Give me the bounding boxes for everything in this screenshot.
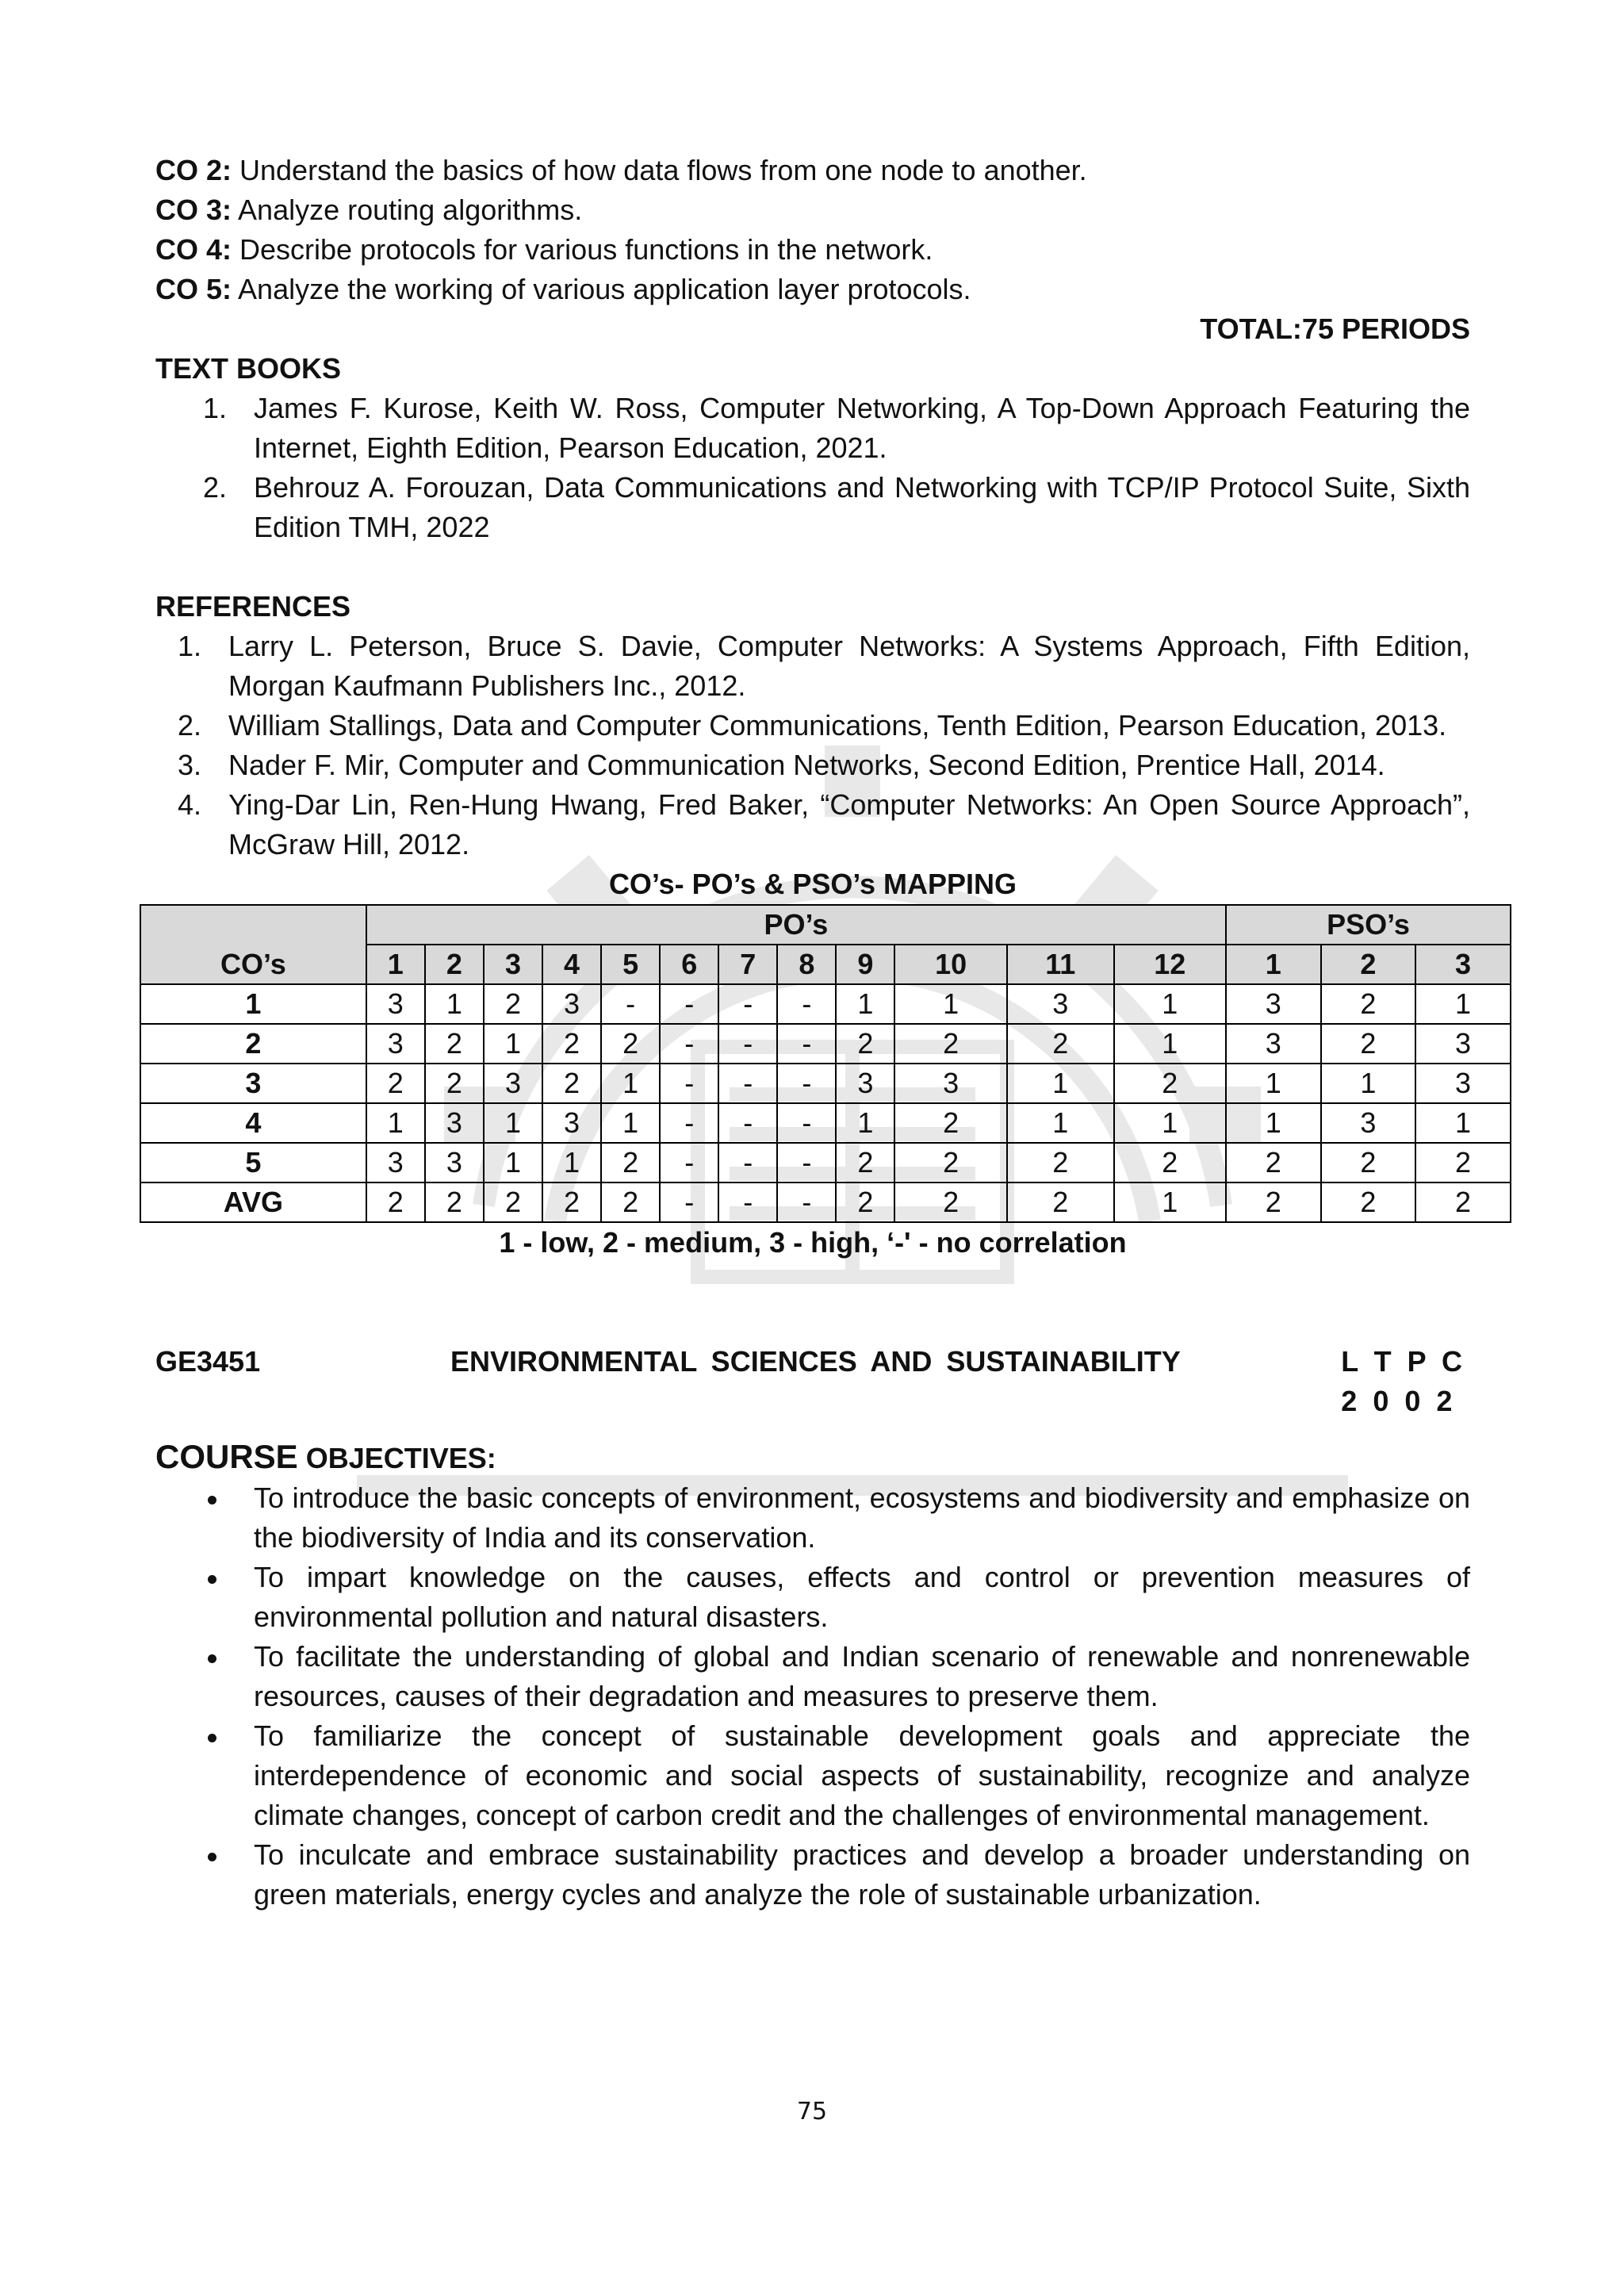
table-cell: 2 <box>542 1024 601 1064</box>
table-cell: 1 <box>601 1064 660 1103</box>
table-cell: 1 <box>366 1103 425 1143</box>
list-item: 1. James F. Kurose, Keith W. Ross, Computer Networking, A Top-Down Approach Featuring the Internet, Eighth Edition, Pearson Education, 2021. <box>203 392 1470 464</box>
table-row <box>140 1103 1511 1143</box>
table-cell: - <box>660 1064 718 1103</box>
po-column-header: 10 <box>894 945 1006 984</box>
table-cell: - <box>777 984 836 1024</box>
table-cell: 1 <box>1415 984 1511 1024</box>
table-cell: 3 <box>366 1024 425 1064</box>
table-cell: - <box>660 1024 718 1064</box>
co-text: Analyze routing algorithms. <box>232 194 583 226</box>
table-cell: - <box>601 984 660 1024</box>
table-cell: - <box>660 1143 718 1182</box>
table-cell: 1 <box>1226 1064 1321 1103</box>
course-objectives-heading: COURSE OBJECTIVES: <box>155 1438 496 1475</box>
co-label: CO 2: <box>155 154 232 186</box>
table-cell: 2 <box>1226 1182 1321 1222</box>
bullet-icon <box>208 1853 216 1861</box>
po-column-header: 3 <box>484 945 542 984</box>
mapping-table-body <box>140 984 1511 1222</box>
table-cell: 2 <box>601 1024 660 1064</box>
table-row <box>140 1024 1511 1064</box>
table-cell: - <box>718 1143 777 1182</box>
table-row <box>140 1064 1511 1103</box>
objective-item: To inculcate and embrace sustainability practices and develop a broader understanding on green materials, energy cycles and analyze the role of sustainable urbanization. <box>155 1835 1470 1915</box>
co-text: Analyze the working of various application layer protocols. <box>232 273 971 305</box>
table-cell: - <box>718 984 777 1024</box>
table-cell: 1 <box>601 1103 660 1143</box>
table-cell: 3 <box>366 984 425 1024</box>
document-page <box>155 151 1470 1915</box>
list-item: 2. Behrouz A. Forouzan, Data Communications and Networking with TCP/IP Protocol Suite, Sixth Edition TMH, 2022 <box>203 471 1470 543</box>
course-outcome-co3 <box>155 190 1470 230</box>
co-row-label: 4 <box>140 1103 366 1143</box>
table-cell: 1 <box>836 984 894 1024</box>
ltpc-values: 2 0 0 2 <box>1341 1385 1453 1417</box>
objective-item: To familiarize the concept of sustainable development goals and appreciate the interdependence of economic and social aspects of sustainability, recognize and analyze climate changes, concept of carbon credit and the challenges of environmental management. <box>155 1716 1470 1835</box>
objective-item: To introduce the basic concepts of environment, ecosystems and biodiversity and emphasize on the biodiversity of India and its conservation. <box>155 1478 1470 1558</box>
table-cell: 3 <box>1415 1064 1511 1103</box>
table-cell: - <box>777 1024 836 1064</box>
pso-column-header: 2 <box>1321 945 1416 984</box>
list-item: 1. Larry L. Peterson, Bruce S. Davie, Computer Networks: A Systems Approach, Fifth Edition, Morgan Kaufmann Publishers Inc., 2012. <box>178 630 1470 702</box>
ltpc-header: L T P C <box>1341 1345 1462 1378</box>
table-row <box>140 1143 1511 1182</box>
table-cell: 2 <box>1415 1143 1511 1182</box>
po-column-header: 2 <box>425 945 484 984</box>
table-cell: 1 <box>1007 1103 1114 1143</box>
po-column-header: 11 <box>1007 945 1114 984</box>
table-cell: 3 <box>425 1103 484 1143</box>
table-cell: 2 <box>894 1103 1006 1143</box>
table-cell: 2 <box>542 1064 601 1103</box>
table-group-header-row <box>140 905 1511 945</box>
list-item: 3. Nader F. Mir, Computer and Communication Networks, Second Edition, Prentice Hall, 2014. <box>178 749 1385 781</box>
table-cell: - <box>777 1143 836 1182</box>
table-cell: 3 <box>894 1064 1006 1103</box>
pso-column-header: 3 <box>1415 945 1511 984</box>
po-column-header: 5 <box>601 945 660 984</box>
co-label: CO 4: <box>155 233 232 266</box>
bullet-icon <box>208 1496 216 1504</box>
cos-header: CO’s <box>140 905 366 984</box>
po-column-header: 6 <box>660 945 718 984</box>
objectives-list <box>155 1478 1470 1915</box>
table-cell: 2 <box>542 1182 601 1222</box>
table-cell: - <box>660 1182 718 1222</box>
po-column-header: 9 <box>836 945 894 984</box>
co-row-label: 5 <box>140 1143 366 1182</box>
bullet-icon <box>208 1734 216 1742</box>
table-cell: 2 <box>484 984 542 1024</box>
table-cell: 3 <box>542 984 601 1024</box>
co-row-label: 1 <box>140 984 366 1024</box>
table-cell: 2 <box>1114 1064 1226 1103</box>
bullet-icon <box>208 1575 216 1584</box>
table-cell: 1 <box>484 1143 542 1182</box>
po-column-header: 1 <box>366 945 425 984</box>
table-cell: 1 <box>542 1143 601 1182</box>
objective-item: To facilitate the understanding of global and Indian scenario of renewable and nonrenewable resources, causes of their degradation and measures to preserve them. <box>155 1637 1470 1716</box>
table-cell: 3 <box>1226 1024 1321 1064</box>
table-cell: 1 <box>1321 1064 1416 1103</box>
table-cell: - <box>777 1182 836 1222</box>
co-text: Describe protocols for various functions in the network. <box>232 233 933 266</box>
table-row <box>140 984 1511 1024</box>
table-cell: 1 <box>894 984 1006 1024</box>
table-cell: 1 <box>1114 1024 1226 1064</box>
table-cell: 3 <box>425 1143 484 1182</box>
co-row-label: AVG <box>140 1182 366 1222</box>
references-heading: REFERENCES <box>155 590 351 623</box>
po-column-header: 12 <box>1114 945 1226 984</box>
table-cell: 2 <box>836 1024 894 1064</box>
course-title: ENVIRONMENTAL SCIENCES AND SUSTAINABILITY <box>450 1345 1181 1378</box>
table-cell: 3 <box>484 1064 542 1103</box>
table-cell: - <box>718 1182 777 1222</box>
table-cell: - <box>660 1103 718 1143</box>
table-cell: 2 <box>1007 1024 1114 1064</box>
table-cell: 3 <box>542 1103 601 1143</box>
table-cell: 1 <box>1114 984 1226 1024</box>
table-cell: 2 <box>894 1143 1006 1182</box>
po-column-header: 8 <box>777 945 836 984</box>
table-cell: 2 <box>1114 1143 1226 1182</box>
table-cell: 2 <box>425 1024 484 1064</box>
table-cell: 2 <box>1415 1182 1511 1222</box>
table-cell: 2 <box>425 1182 484 1222</box>
table-cell: 3 <box>1007 984 1114 1024</box>
table-cell: 2 <box>484 1182 542 1222</box>
course-outcome-co2 <box>155 151 1470 190</box>
psos-group-header: PSO’s <box>1226 905 1511 945</box>
co-row-label: 3 <box>140 1064 366 1103</box>
table-cell: 3 <box>1415 1024 1511 1064</box>
table-cell: 3 <box>1321 1103 1416 1143</box>
mapping-table <box>140 904 1511 1223</box>
course-code: GE3451 <box>155 1345 261 1378</box>
table-cell: 3 <box>1226 984 1321 1024</box>
table-cell: 2 <box>894 1182 1006 1222</box>
table-cell: 1 <box>484 1024 542 1064</box>
co-row-label: 2 <box>140 1024 366 1064</box>
table-cell: 2 <box>836 1182 894 1222</box>
co-label: CO 3: <box>155 194 232 226</box>
table-cell: 1 <box>425 984 484 1024</box>
table-cell: 2 <box>1321 1143 1416 1182</box>
table-cell: 1 <box>1007 1064 1114 1103</box>
co-text: Understand the basics of how data flows from one node to another. <box>232 154 1087 186</box>
table-cell: 2 <box>836 1143 894 1182</box>
table-cell: - <box>660 984 718 1024</box>
course-outcome-co4 <box>155 230 1470 270</box>
mapping-title: CO’s- PO’s & PSO’s MAPPING <box>608 868 1017 900</box>
table-cell: 2 <box>425 1064 484 1103</box>
pso-column-header: 1 <box>1226 945 1321 984</box>
references-list <box>155 627 1470 864</box>
table-cell: 2 <box>1226 1143 1321 1182</box>
po-column-header: 4 <box>542 945 601 984</box>
table-cell: 1 <box>1226 1103 1321 1143</box>
table-cell: 2 <box>1321 1024 1416 1064</box>
ltpc-block <box>1341 1342 1462 1421</box>
course-header <box>155 1342 1470 1421</box>
list-item: 2. William Stallings, Data and Computer Communications, Tenth Edition, Pearson Education, 2013. <box>178 709 1447 742</box>
course-outcome-co5 <box>155 270 1470 309</box>
table-cell: - <box>777 1103 836 1143</box>
table-cell: - <box>777 1064 836 1103</box>
table-row <box>140 1182 1511 1222</box>
table-cell: - <box>718 1024 777 1064</box>
text-books-heading: TEXT BOOKS <box>155 352 342 385</box>
table-cell: 2 <box>366 1064 425 1103</box>
page-number: 75 <box>796 2098 828 2125</box>
table-cell: 2 <box>1321 1182 1416 1222</box>
table-cell: - <box>718 1064 777 1103</box>
table-cell: 3 <box>836 1064 894 1103</box>
objective-item: To impart knowledge on the causes, effects and control or prevention measures of environmental pollution and natural disasters. <box>155 1558 1470 1637</box>
pos-group-header: PO’s <box>366 905 1226 945</box>
table-cell: - <box>718 1103 777 1143</box>
table-cell: 1 <box>1114 1103 1226 1143</box>
table-cell: 2 <box>1321 984 1416 1024</box>
bullet-icon <box>208 1654 216 1663</box>
table-cell: 2 <box>894 1024 1006 1064</box>
table-cell: 2 <box>601 1182 660 1222</box>
table-cell: 2 <box>366 1182 425 1222</box>
table-cell: 1 <box>484 1103 542 1143</box>
table-cell: 2 <box>601 1143 660 1182</box>
table-cell: 1 <box>1114 1182 1226 1222</box>
table-cell: 3 <box>366 1143 425 1182</box>
list-item: 4. Ying-Dar Lin, Ren-Hung Hwang, Fred Baker, “Computer Networks: An Open Source Approach”, McGraw Hill, 2012. <box>178 788 1470 861</box>
co-label: CO 5: <box>155 273 232 305</box>
table-cell: 2 <box>1007 1182 1114 1222</box>
po-column-header: 7 <box>718 945 777 984</box>
text-books-list <box>155 389 1470 547</box>
total-periods: TOTAL:75 PERIODS <box>1200 312 1470 345</box>
table-cell: 1 <box>836 1103 894 1143</box>
table-cell: 2 <box>1007 1143 1114 1182</box>
mapping-legend: 1 - low, 2 - medium, 3 - high, ‘-' - no correlation <box>499 1226 1127 1259</box>
table-cell: 1 <box>1415 1103 1511 1143</box>
